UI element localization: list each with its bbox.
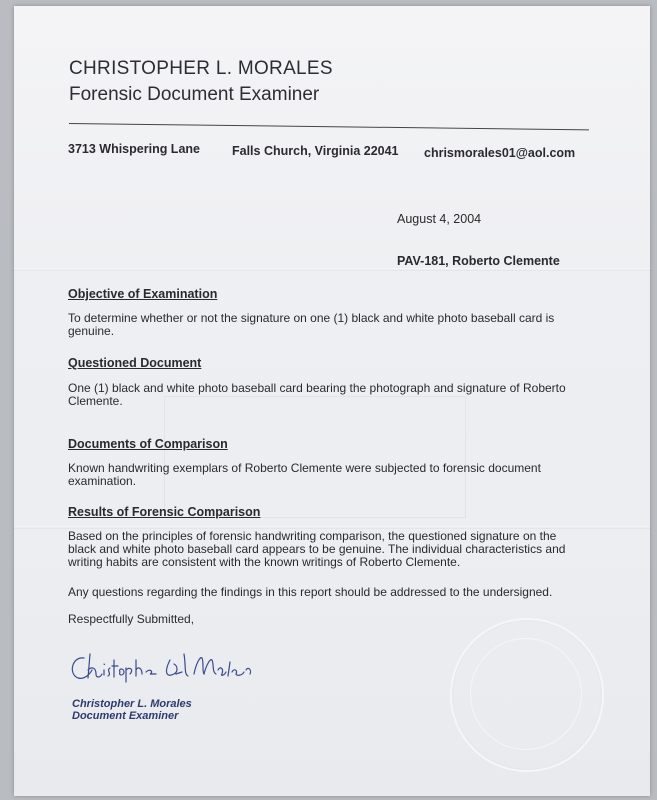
- section-text-results: Based on the principles of forensic handwriting comparison, the questioned signature on the black and white photo baseball card appears to be genuine. The individual characteristics and writing habits are consistent with the known writings of Roberto Clemente.: [68, 529, 566, 569]
- city-address: Falls Church, Virginia 22041: [232, 144, 399, 158]
- section-text-objective: To determine whether or not the signature on one (1) black and white photo baseball card is genuine.: [68, 311, 555, 338]
- stamp-name: Christopher L. Morales: [72, 698, 192, 710]
- report-reference: PAV-181, Roberto Clemente: [397, 254, 560, 268]
- email-address: chrismorales01@aol.com: [424, 146, 576, 160]
- document-page: [14, 6, 650, 796]
- embossed-seal: [450, 618, 604, 772]
- paper-fold: [14, 268, 650, 271]
- examiner-name: CHRISTOPHER L. MORALES: [69, 58, 333, 79]
- section-text-questioned: One (1) black and white photo baseball card bearing the photograph and signature of Roberto Clemente.: [68, 381, 566, 408]
- embossed-seal-inner: [470, 638, 582, 750]
- section-heading-comparison: Documents of Comparison: [68, 437, 228, 451]
- signature-stamp: [72, 698, 192, 722]
- section-text-comparison: Known handwriting exemplars of Roberto Clemente were subjected to forensic document examination.: [68, 461, 541, 488]
- header-divider: [69, 123, 589, 130]
- examiner-title: Forensic Document Examiner: [69, 84, 320, 105]
- closing-submitted: Respectfully Submitted,: [68, 612, 195, 626]
- report-date: August 4, 2004: [397, 212, 482, 226]
- street-address: 3713 Whispering Lane: [68, 142, 200, 156]
- section-heading-objective: Objective of Examination: [68, 287, 218, 301]
- stamp-title: Document Examiner: [72, 710, 179, 722]
- watermark: [164, 396, 466, 518]
- section-heading-results: Results of Forensic Comparison: [68, 505, 261, 519]
- closing-questions: Any questions regarding the findings in this report should be addressed to the undersigned.: [68, 585, 553, 599]
- handwritten-signature: [66, 644, 256, 686]
- section-heading-questioned: Questioned Document: [68, 356, 202, 370]
